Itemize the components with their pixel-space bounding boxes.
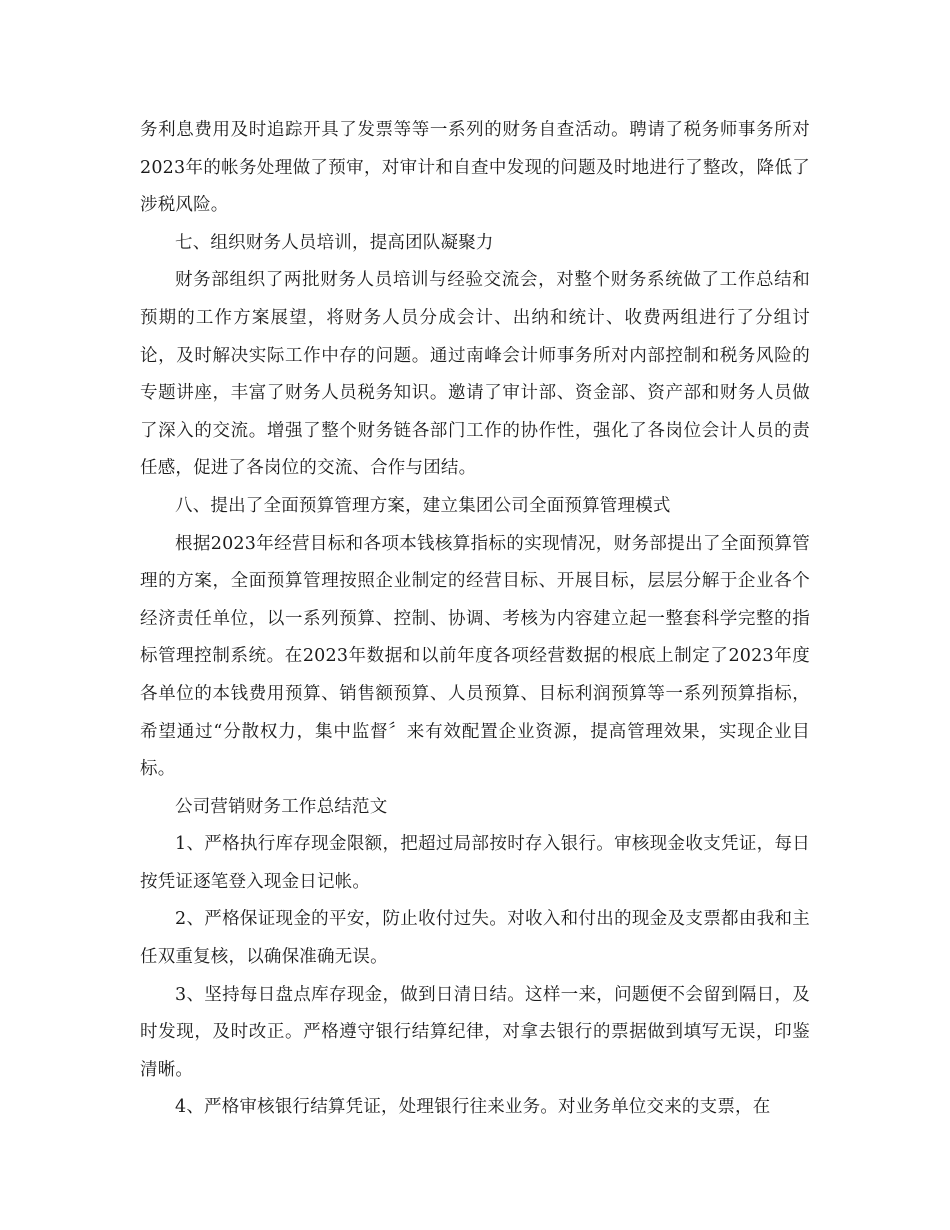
paragraph-budget: 根据2023年经营目标和各项本钱核算指标的实现情况，财务部提出了全面预算管理的方案，全面预算管理按照企业制定的经营目标、开展目标，层层分解于企业各个经济责任单位，以一系列预算、控制、协调、考核为内容建立起一整套科学完整的指标管理控制系统。在2023年数据和以前年度各项经营数据的根底上制定了2023年度各单位的本钱费用预算、销售额预算、人员预算、目标利润预算等一系列预算指标，希望通过“分散权力，集中监督〞来有效配置企业资源，提高管理效果，实现企业目标。 — [140, 533, 810, 780]
list-item-2: 2、严格保证现金的平安，防止收付过失。对收入和付出的现金及支票都由我和主任双重复核，以确保准确无误。 — [140, 909, 810, 968]
document-body — [140, 112, 810, 1127]
list-item-4: 4、严格审核银行结算凭证，处理银行往来业务。对业务单位交来的支票，在 — [175, 1097, 771, 1118]
paragraph-training: 财务部组织了两批财务人员培训与经验交流会，对整个财务系统做了工作总结和预期的工作方案展望，将财务人员分成会计、出纳和统计、收费两组进行了分组讨论，及时解决实际工作中存的问题。通过南峰会计师事务所对内部控制和税务风险的专题讲座，丰富了财务人员税务知识。邀请了审计部、资金部、资产部和财务人员做了深入的交流。增强了整个财务链各部门工作的协作性，强化了各岗位会计人员的责任感，促进了各岗位的交流、合作与团结。 — [140, 270, 810, 479]
section-heading-eight: 八、提出了全面预算管理方案，建立集团公司全面预算管理模式 — [175, 495, 671, 516]
paragraph-continuation: 务利息费用及时追踪开具了发票等等一系列的财务自查活动。聘请了税务师事务所对2023年的帐务处理做了预审，对审计和自查中发现的问题及时地进行了整改，降低了涉税风险。 — [140, 120, 810, 216]
list-item-3: 3、坚持每日盘点库存现金，做到日清日结。这样一来，问题便不会留到隔日，及时发现，及时改正。严格遵守银行结算纪律，对拿去银行的票据做到填写无误，印鉴清晰。 — [140, 984, 810, 1080]
document-subtitle: 公司营销财务工作总结范文 — [175, 796, 388, 817]
list-item-1: 1、严格执行库存现金限额，把超过局部按时存入银行。审核现金收支凭证，每日按凭证逐笔登入现金日记帐。 — [140, 834, 810, 892]
section-heading-seven: 七、组织财务人员培训，提高团队凝聚力 — [175, 232, 494, 253]
